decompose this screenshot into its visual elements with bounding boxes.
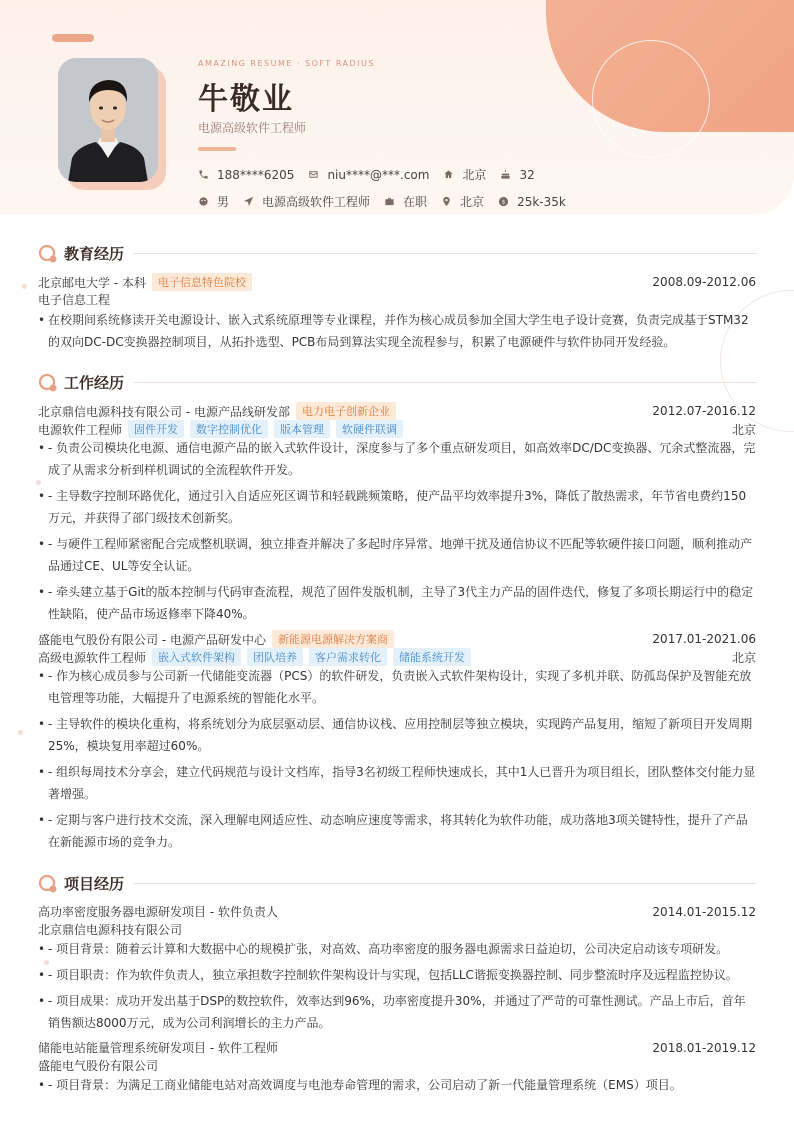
education-major-row	[38, 291, 756, 308]
decorative-bar	[52, 34, 94, 42]
briefcase-icon	[384, 196, 395, 207]
email-text: niu****@***.com	[327, 167, 430, 182]
decorative-ring	[592, 40, 710, 158]
project-org-row	[38, 1057, 756, 1074]
profile-row	[198, 193, 580, 210]
skill-tag: 软硬件联调	[336, 420, 403, 438]
job-date: 2012.07-2016.12	[652, 404, 756, 418]
target-role-item	[243, 193, 370, 210]
project-bullet: • - 项目成果：成功开发出基于DSP的数控软件，效率达到96%，功率密度提升30%，并通过了严苛的可靠性测试。产品上市后，首年销售额达8000万元，成为公司利润增长的主力产品。	[38, 994, 746, 1030]
decorative-dot	[18, 730, 23, 735]
job-bullet: • - 负责公司模块化电源、通信电源产品的嵌入式软件设计，深度参与了多个重点研发项目，如高效率DC/DC变换器、冗余式整流器，完成了从需求分析到样机调试的全流程软件开发。	[38, 441, 756, 477]
phone-text: 188****6205	[217, 167, 295, 182]
job-bullet: • - 作为核心成员参与公司新一代储能变流器（PCS）的软件研发，负责嵌入式软件架构设计，实现了多机并联、防孤岛保护及智能充放电管理等功能，大幅提升了电源系统的智能化水平。	[38, 669, 752, 705]
cake-icon	[500, 169, 511, 180]
education-bullet: • 在校期间系统修读开关电源设计、嵌入式系统原理等专业课程，并作为核心成员参加全国大学生电子设计竞赛，负责完成基于STM32的双向DC-DC变换器控制项目，从拓扑选型、PCB布局到算法实现全流程参与，积累了电源硬件与软件协同开发经验。	[38, 313, 749, 349]
candidate-name: 牛敬业	[198, 82, 294, 117]
job-city: 北京	[731, 422, 756, 437]
job-company-row	[38, 402, 756, 420]
home-text: 北京	[462, 168, 487, 182]
location-icon	[441, 196, 452, 207]
section-search-icon	[38, 244, 58, 264]
project-bullet: • - 项目背景：随着云计算和大数据中心的规模扩张，对高效、高功率密度的服务器电源需求日益迫切，公司决定启动该专项研发。	[38, 942, 729, 956]
phone-icon	[198, 169, 209, 180]
job-bullet: • - 主导数字控制环路优化，通过引入自适应死区调节和轻载跳频策略，使产品平均效率提升3%，降低了散热需求，年节省电费约150万元，并获得了部门级技术创新奖。	[38, 489, 747, 525]
salary-item	[498, 195, 566, 209]
job-bullet: • - 牵头建立基于Git的版本控制与代码审查流程，规范了固件发版机制，主导了3代主力产品的固件迭代，修复了多项长期运行中的稳定性缺陷，使产品市场返修率下降40%。	[38, 585, 754, 621]
project-name-row	[38, 1039, 756, 1056]
job-bullet: • - 定期与客户进行技术交流，深入理解电网适应性、动态响应速度等需求，将其转化为软件功能，成功落地3项关键特性，提升了产品在新能源市场的竞争力。	[38, 813, 748, 849]
gender-item	[198, 193, 229, 210]
project-date: 2014.01-2015.12	[652, 904, 756, 919]
project-name: 储能电站能量管理系统研发项目 - 软件工程师	[38, 1041, 278, 1055]
company-name: 盛能电气股份有限公司 - 电源产品研发中心	[38, 632, 266, 647]
salary-icon	[498, 196, 509, 207]
age-item	[500, 168, 534, 182]
skill-tag: 固件开发	[128, 420, 184, 438]
role-name: 电源软件工程师	[38, 422, 123, 437]
projects-section-title: 项目经历	[38, 873, 756, 894]
company-name: 北京鼎信电源科技有限公司 - 电源产品线研发部	[38, 404, 290, 419]
skill-tag: 嵌入式软件架构	[152, 648, 241, 666]
skill-tag: 数字控制优化	[190, 420, 268, 438]
gender-icon	[198, 196, 209, 207]
section-search-icon	[38, 373, 58, 393]
gender-text: 男	[217, 195, 230, 209]
school-tag: 电子信息特色院校	[152, 273, 252, 291]
education-school-row	[38, 273, 756, 291]
avatar	[58, 58, 158, 182]
skill-tag: 客户需求转化	[309, 648, 387, 666]
project-org: 盛能电气股份有限公司	[38, 1059, 159, 1073]
job-bullet: • - 主导软件的模块化重构，将系统划分为底层驱动层、通信协议栈、应用控制层等独立模块，实现跨产品复用，缩短了新项目开发周期25%，模块复用率超过60%。	[38, 717, 753, 753]
job-bullet: • - 与硬件工程师紧密配合完成整机联调，独立排查并解决了多起时序异常、地弹干扰及通信协议不匹配等软硬件接口问题，顺利推动产品通过CE、UL等安全认证。	[38, 537, 753, 573]
status-text: 在职	[403, 195, 428, 209]
phone-item	[198, 168, 294, 182]
svg-text:$: $	[501, 199, 506, 206]
status-item	[384, 193, 427, 210]
job-title: 电源高级软件工程师	[198, 121, 307, 135]
major-name: 电子信息工程	[38, 293, 111, 307]
name-underline	[198, 147, 236, 151]
job-bullet: • - 组织每周技术分享会，建立代码规范与设计文档库，指导3名初级工程师快速成长，其中1人已晋升为项目组长，团队整体交付能力显著增强。	[38, 765, 756, 801]
resume-tagline: AMAZING RESUME · SOFT RADIUS	[198, 59, 375, 68]
home-item	[443, 166, 486, 183]
location-text: 北京	[460, 195, 485, 209]
salary-text: 25k-35k	[517, 194, 566, 209]
project-org-row	[38, 921, 756, 938]
target-role-text: 电源高级软件工程师	[262, 195, 371, 209]
project-name: 高功率密度服务器电源研发项目 - 软件负责人	[38, 905, 278, 919]
education-date: 2008.09-2012.06	[652, 275, 756, 289]
send-icon	[243, 196, 254, 207]
section-search-icon	[38, 874, 58, 894]
project-name-row	[38, 903, 756, 920]
company-tag: 电力电子创新企业	[296, 402, 396, 420]
age-text: 32	[519, 167, 535, 182]
job-role-row	[38, 648, 756, 666]
email-item	[308, 168, 429, 182]
location-item	[441, 193, 484, 210]
job-date: 2017.01-2021.06	[652, 632, 756, 646]
project-date: 2018.01-2019.12	[652, 1040, 756, 1055]
home-icon	[443, 169, 454, 180]
skill-tag: 版本管理	[274, 420, 330, 438]
contact-row	[198, 166, 549, 183]
role-name: 高级电源软件工程师	[38, 650, 147, 665]
skill-tag: 储能系统开发	[393, 648, 471, 666]
school-name: 北京邮电大学 - 本科	[38, 275, 146, 290]
job-company-row	[38, 630, 756, 648]
work-section-title: 工作经历	[38, 372, 756, 393]
skill-tag: 团队培养	[247, 648, 303, 666]
decorative-dot	[22, 284, 27, 289]
project-bullet: • - 项目职责：作为软件负责人，独立承担数字控制软件架构设计与实现，包括LLC谐振变换器控制、同步整流时序及远程监控协议。	[38, 968, 738, 982]
job-role-row	[38, 420, 756, 438]
job-city: 北京	[731, 650, 756, 665]
education-section-title: 教育经历	[38, 243, 756, 264]
company-tag: 新能源电源解决方案商	[272, 630, 394, 648]
project-bullet: • - 项目背景：为满足工商业储能电站对高效调度与电池寿命管理的需求，公司启动了新一代能量管理系统（EMS）项目。	[38, 1078, 682, 1092]
project-org: 北京鼎信电源科技有限公司	[38, 923, 183, 937]
mail-icon	[308, 169, 319, 180]
